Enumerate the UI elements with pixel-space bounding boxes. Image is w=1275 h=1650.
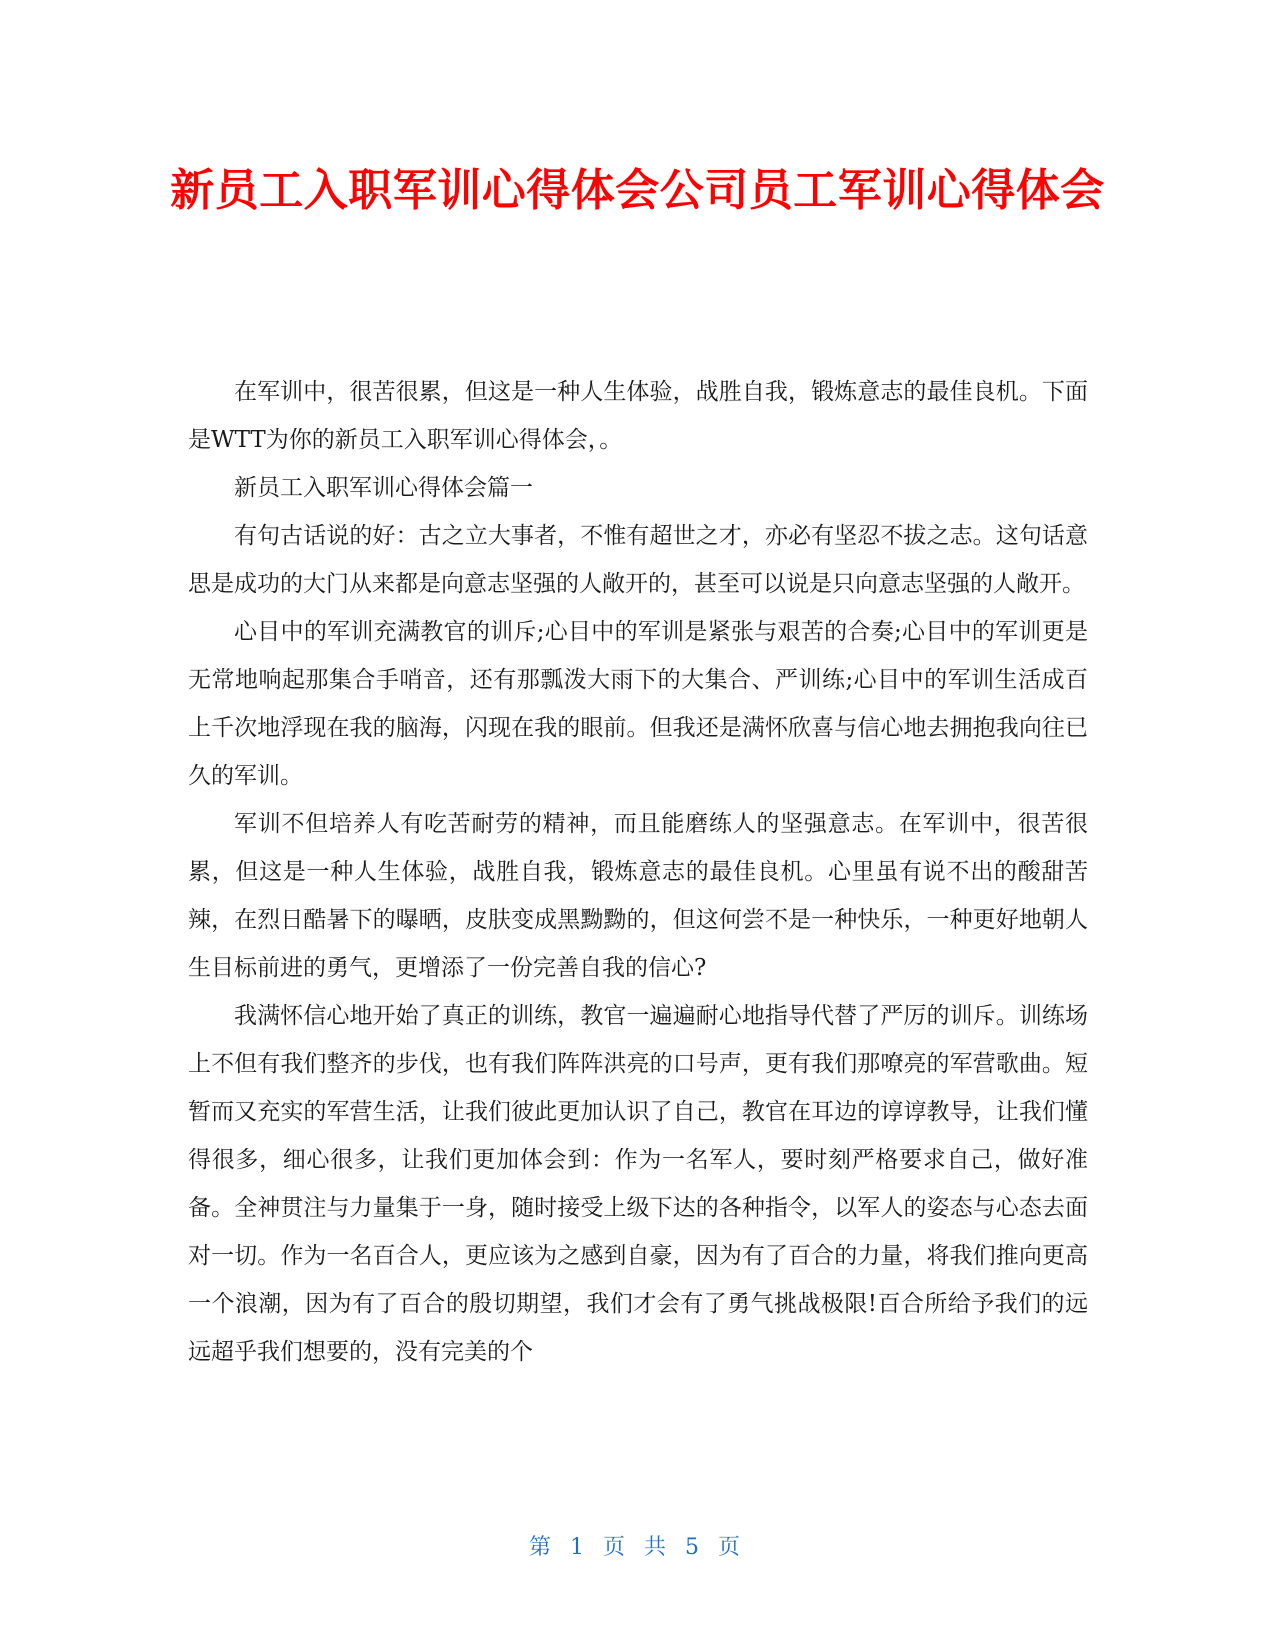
paragraph: 我满怀信心地开始了真正的训练，教官一遍遍耐心地指导代替了严厉的训斥。训练场上不但有我们整齐的步伐，也有我们阵阵洪亮的口号声，更有我们那嘹亮的军营歌曲。短暂而又充实的军营生活，让我们彼此更加认识了自己，教官在耳边的谆谆教导，让我们懂得很多，细心很多，让我们更加体会到：作为一名军人，要时刻严格要求自己，做好准备。全神贯注与力量集于一身，随时接受上级下达的各种指令，以军人的姿态与心态去面对一切。作为一名百合人，更应该为之感到自豪，因为有了百合的力量，将我们推向更高一个浪潮，因为有了百合的殷切期望，我们才会有了勇气挑战极限!百合所给予我们的远远超乎我们想要的，没有完美的个 <box>188 1003 1088 1365</box>
document-body <box>188 368 1088 1376</box>
document-title: 新员工入职军训心得体会公司员工军训心得体会 <box>170 165 1105 216</box>
paragraph: 心目中的军训充满教官的训斥;心目中的军训是紧张与艰苦的合奏;心目中的军训更是无常地响起那集合手哨音，还有那瓢泼大雨下的大集合、严训练;心目中的军训生活成百上千次地浮现在我的脑海，闪现在我的眼前。但我还是满怀欣喜与信心地去拥抱我向往已久的军训。 <box>188 619 1088 789</box>
paragraph-intro: 在军训中，很苦很累，但这是一种人生体验，战胜自我，锻炼意志的最佳良机。下面是WTT为你的新员工入职军训心得体会，。 <box>188 379 1088 453</box>
page-number-footer: 第 1 页 共 5 页 <box>529 1535 746 1560</box>
section-heading: 新员工入职军训心得体会篇一 <box>234 475 533 501</box>
paragraph: 有句古话说的好：古之立大事者，不惟有超世之才，亦必有坚忍不拔之志。这句话意思是成功的大门从来都是向意志坚强的人敞开的，甚至可以说是只向意志坚强的人敞开。 <box>188 523 1088 597</box>
paragraph: 军训不但培养人有吃苦耐劳的精神，而且能磨练人的坚强意志。在军训中，很苦很累，但这是一种人生体验，战胜自我，锻炼意志的最佳良机。心里虽有说不出的酸甜苦辣，在烈日酷暑下的曝晒，皮肤变成黑黝黝的，但这何尝不是一种快乐，一种更好地朝人生目标前进的勇气，更增添了一份完善自我的信心? <box>188 811 1088 981</box>
